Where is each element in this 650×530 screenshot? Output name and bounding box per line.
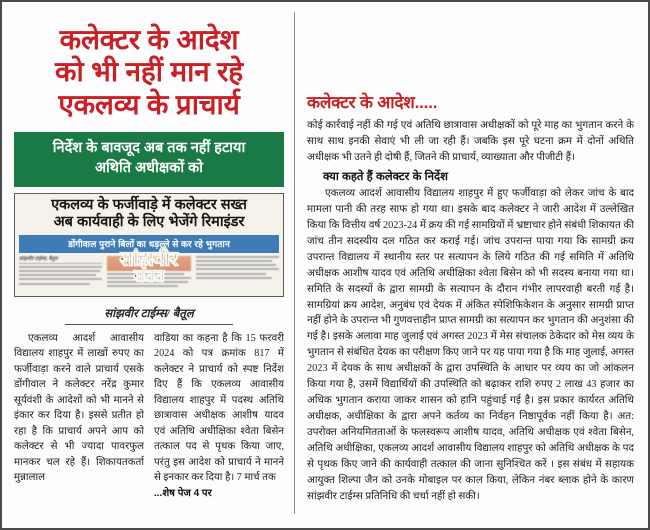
green-banner-line-1: निर्देश के बावजूद अब तक नहीं हटाया [52, 140, 246, 157]
clipping-sub-banner: डोंगीवाल पुराने बिलों का धड़ल्ले से कर रहे भुगतान [19, 235, 279, 253]
clipping-text-line [196, 264, 277, 266]
clipping-column-1 [19, 256, 102, 290]
main-headline [14, 24, 284, 121]
clipping-text-line [107, 273, 184, 275]
clipping-headline [19, 197, 279, 232]
continuation-note: ...शेष पेज 4 पर [154, 487, 212, 499]
clipping-text-line [107, 281, 188, 283]
main-headline-line-1: कलेक्टर के आदेश [59, 24, 239, 55]
right-column-heading: कलेक्टर के आदेश..... [307, 93, 438, 112]
clipping-byline: सांझवीर टाईम्स, बैतूल [19, 256, 102, 264]
clipping-text-line [196, 260, 273, 262]
clipping-text-line [19, 283, 90, 285]
clipping-text-line [196, 277, 273, 279]
clipping-column-3 [196, 256, 279, 290]
clipping-text-line [196, 268, 279, 270]
left-body-text [14, 331, 284, 522]
clipping-text-line [107, 285, 178, 287]
clipping-text-line [19, 278, 102, 280]
clipping-body-columns [19, 256, 279, 290]
byline-divider [65, 324, 232, 325]
body-column-2 [154, 331, 284, 522]
body-column-2-text: वाडिया का कहना है कि 15 फरवरी 2024 को पत्र क्रमांक 817 में कलेक्टर ने प्राचार्य को स्पष्ट निर्देश दिए हैं कि एकलव्य आवासीय विद्यालय शाहपुर में पदस्थ अतिथि छात्रावास अधीक्षक आशीष यादव एवं अतिथि अधीक्षिका श्वेता बिसेन तत्काल पद से पृथक किया जाए, परंतु इस आदेश को प्राचार्य ने मानने से इनकार कर दिया है। 7 मार्च तक [154, 332, 284, 484]
clipping-text-line [19, 266, 102, 268]
clipping-headline-line-2: अब कार्यवाही के लिए भेजेंगे रिमाइंडर [53, 214, 245, 231]
article-byline: सांझवीर टाईम्स/ बैतूल [104, 307, 194, 320]
clipping-text-line [107, 277, 190, 279]
watermark-line-2: सतत [133, 265, 165, 285]
body-column-1-text: एकलव्य आदर्श आवासीय विद्यालय शाहपुर में लाखों रुपए का फर्जीवाड़ा करने वाले प्राचार्य एसके डोंगीवाल ने कलेक्टर नरेंद्र कुमार सूर्यवंशी के आदेशों को भी मानने से इंकार कर दिया है। इससे प्रतीत हो रहा है कि प्राचार्य अपने आप को कलेक्टर से भी ज्यादा पावरफुल मानकर चल रहे हैं। शिकायतकर्ता मुन्नालाल [14, 332, 144, 484]
right-column [295, 2, 648, 528]
clipping-text-line [196, 273, 267, 275]
newspaper-clipping-image [14, 193, 284, 297]
clipping-text-line [196, 256, 279, 258]
clipping-photo-thumbnail [107, 256, 190, 271]
right-paragraph-2: एकलव्य आदर्श आवासीय विद्यालय शाहपुर में हुए फर्जीवाड़ा को लेकर जांच के बाद मामला पानी की तरह साफ हो गया था। इसके बाद कलेक्टर ने जारी आदेश में उल्लेखित किया कि वित्तीय वर्ष 2023-24 में क्रय की गई सामग्रियों में भ्रष्टाचार होने संबंधी शिकायत की जांच तीन सदस्यीय दल गठित कर कराई गई। जांच उपरान्त पाया गया कि सामग्री क्रय उपरान्त विद्यालय में स्थानीय स्तर पर सत्यापन के लिये गठित की गई समिति में अतिथि अधीक्षक आशीष यादव एवं अतिथि अधीक्षिका श्वेता बिसेन को भी सदस्य बनाया गया था। समिति के सदस्यों के द्वारा सामग्री के सत्यापन के दौरान गंभीर लापरवाही बरती गई है। सामग्रियां क्रय आदेश, अनुबंध एवं देयक में अंकित स्पेशिफिकेशन के अनुसार सामग्री प्राप्त नहीं होने के उपरान्त भी गुणवत्ताहीन प्राप्त सामग्री का सत्यापन कर भुगतान की अनुशंसा की गई है। इसके अलावा माह जुलाई एवं अगस्त 2023 में मेस संचालक ठेकेदार को मेस व्यय के भुगतान से संबंधित देयक का परीक्षण किए जाने पर यह पाया गया है कि माह जुलाई, अगस्त 2023 में देयक के साथ अधीक्षकों के द्वारा उपस्थिति के आधार पर व्यय का जो आंकलन किया गया है, उसमें विद्यार्थियों की उपस्थिति को बढ़ाकर राशि रुपए 2 लाख 43 हजार का अधिक भुगतान कराया जाकर शासन को हानि पहुंचाई गई है। इस प्रकार कार्यरत अतिथि अधीक्षक, अधीक्षिका के द्वारा अपने कर्तव्य का निर्वहन निष्ठापूर्वक नहीं किया है। अत: उपरोक्त अनियमितताओं के फलस्वरूप आशीष यादव, अतिथि अधीक्षक एवं श्वेता बिसेन, अतिथि अधीक्षिका, एकलव्य आदर्श आवासीय विद्यालय शाहपुर को अतिथि अधीक्षक के पद से पृथक किए जाने की कार्यवाही तत्काल की जाना सुनिश्चित करें । इस संबंध में सहायक आयुक्त शिल्पा जैन को उनके मोबाइल पर काल किया, लेकिन नंबर ब्लाक होने के कारण सांझवीर टाईम्स प्रतिनिधि की चर्चा नहीं हो सकी। [307, 187, 634, 502]
right-column-subheading: क्या कहते हैं कलेक्टर के निर्देश [323, 170, 448, 183]
watermark-line-1: सांझवीर [119, 247, 179, 270]
green-subheadline-banner [14, 132, 284, 186]
left-column [2, 2, 294, 528]
clipping-text-line [19, 274, 96, 276]
main-headline-line-3: एकलव्य के प्राचार्य [58, 88, 240, 120]
main-headline-line-2: को भी नहीं मान रहे [55, 56, 243, 88]
clipping-headline-line-1: एकलव्य के फर्जीवाड़े में कलेक्टर सख्त [51, 196, 247, 213]
green-banner-line-2: अथिति अधीक्षकों को [94, 159, 204, 176]
clipping-column-2 [107, 256, 190, 290]
right-paragraph-1: कोई कार्रवाई नहीं की गई एवं अतिथि छात्रावास अधीक्षकों को पूरे माह का भुगतान करने के साथ साथ इनकी सेवाएं भी ली जा रही हैं। जबकि इस पूरे घटना क्रम में दोनों अथिति अधीक्षक भी उतने ही दोषी हैं, जितने की प्राचार्य, व्याख्याता और पीजीटी हैं। [307, 120, 634, 163]
body-column-1 [14, 331, 144, 522]
clipping-text-line [19, 270, 100, 272]
